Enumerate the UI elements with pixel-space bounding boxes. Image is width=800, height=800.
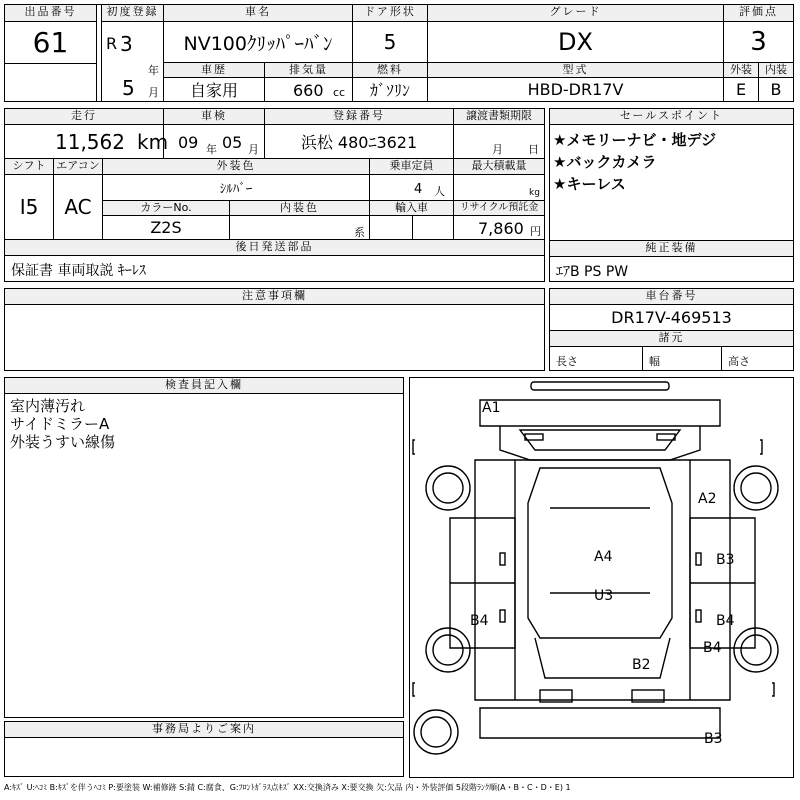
interior-header: 内装: [758, 62, 794, 78]
sales-point-3: ★キーレス: [553, 175, 626, 193]
color-no-value: Z2S: [102, 215, 230, 240]
notes-header: 注意事項欄: [4, 288, 545, 305]
recycle-cell: [453, 215, 545, 240]
door-header: ドア形状: [352, 4, 428, 22]
capacity-cell: [369, 174, 454, 201]
height-label: 高さ: [728, 355, 750, 368]
car-name-header: 車名: [163, 4, 353, 22]
inspection-cell: [163, 124, 265, 159]
displacement-value: 660: [293, 81, 324, 100]
car-name-value: NV100ｸﾘｯﾊﾟｰﾊﾞﾝ: [163, 21, 353, 63]
office-header: 事務局よりご案内: [4, 721, 404, 738]
width-label: 幅: [649, 355, 660, 368]
mileage-value: 11,562: [55, 130, 125, 154]
fuel-header: 燃料: [352, 62, 428, 78]
damage-interior: U3: [594, 588, 614, 604]
inspector-line-3: 外装うすい線傷: [10, 433, 116, 451]
damage-right-front-door: B3: [716, 552, 735, 568]
int-color-cell: [229, 215, 370, 240]
registration-month: 5: [122, 76, 135, 100]
lot-number-blank: [4, 63, 97, 102]
transfer-cell: [453, 124, 545, 159]
month-unit: 月: [148, 86, 159, 99]
import-header: 輸入車: [369, 200, 454, 216]
dims-header: 諸元: [549, 330, 794, 347]
plate-value: 浜松 480ﾆ3621: [264, 124, 454, 159]
sales-point-1: ★メモリーナビ・地デジ: [553, 131, 717, 149]
color-no-header: カラーNo.: [102, 200, 230, 216]
max-load-unit: kg: [529, 188, 540, 198]
vehicle-diagram-drawing: [410, 378, 795, 779]
mileage-unit: km: [137, 130, 169, 154]
damage-rear-roof: B2: [632, 657, 651, 673]
inspector-line-1: 室内薄汚れ: [10, 397, 86, 415]
damage-rear-bumper: B3: [704, 731, 723, 747]
displacement-unit: cc: [333, 86, 346, 99]
transfer-day-unit: 日: [528, 143, 539, 156]
sales-points-header: セールスポイント: [549, 108, 794, 125]
model-header: 型式: [427, 62, 724, 78]
damage-left-rear-door: B4: [470, 613, 489, 629]
capacity-header: 乗車定員: [369, 158, 454, 175]
later-parts-cell: [4, 255, 545, 282]
era-letter: R: [106, 34, 118, 53]
sales-point-2: ★バックカメラ: [553, 153, 657, 171]
equipment-header: 純正装備: [549, 240, 794, 257]
width-cell: [642, 346, 722, 371]
ac-header: エアコン: [53, 158, 103, 175]
transfer-header: 譲渡書類期限: [453, 108, 545, 125]
inspection-year: 09: [178, 133, 199, 152]
inspection-year-unit: 年: [206, 143, 217, 156]
height-cell: [721, 346, 794, 371]
damage-roof: A4: [594, 549, 613, 565]
history-header: 車歴: [163, 62, 265, 78]
registration-year: 3: [120, 32, 133, 56]
equipment-cell: [549, 256, 794, 282]
recycle-amount: 7,860: [478, 219, 524, 238]
inspection-month: 05: [222, 133, 243, 152]
sales-points-cell: [549, 124, 794, 241]
fuel-value: ｶﾞｿﾘﾝ: [352, 77, 428, 102]
inspector-header: 検査員記入欄: [4, 377, 404, 394]
model-value: HBD-DR17V: [427, 77, 724, 102]
plate-header: 登録番号: [264, 108, 454, 125]
chassis-number: DR17V-469513: [549, 304, 794, 331]
transfer-month-unit: 月: [492, 143, 503, 156]
int-color-header: 内装色: [229, 200, 370, 216]
damage-front-left: A1: [482, 400, 501, 416]
exterior-header: 外装: [723, 62, 759, 78]
shift-header: シフト: [4, 158, 54, 175]
import-divider: [412, 216, 413, 240]
mileage-cell: [4, 124, 169, 159]
later-parts-text: 保証書 車両取説 ｷｰﾚｽ: [11, 263, 146, 279]
damage-front-right: A2: [698, 491, 717, 507]
max-load-cell: [453, 174, 545, 201]
history-value: 自家用: [163, 77, 265, 102]
vehicle-diagram: [409, 377, 794, 778]
recycle-unit: 円: [530, 225, 541, 238]
chassis-header: 車台番号: [549, 288, 794, 305]
ac-value: AC: [53, 174, 103, 240]
ext-color-header: 外装色: [102, 158, 370, 175]
score-value: 3: [723, 21, 794, 63]
capacity-unit: 人: [434, 185, 445, 198]
later-parts-header: 後日発送部品: [4, 239, 545, 256]
legend-text: A:ｷｽﾞ U:ﾍｺﾐ B:ｷｽﾞを伴うﾍｺﾐ P:要塗装 W:補修跡 S:錆 C:腐食、G:ﾌﾛﾝﾄｶﾞﾗｽ点ｷｽﾞ XX:交換済み X:要交換 欠:欠品 内・外装評価 5段階ﾗﾝｸ順(A・B・C・D・E) 1: [4, 783, 571, 792]
year-unit: 年: [148, 64, 159, 77]
grade-header: グレード: [427, 4, 724, 22]
displacement-cell: [264, 77, 353, 102]
displacement-header: 排気量: [264, 62, 353, 78]
first-registration-cell: [101, 21, 164, 102]
lot-number-value: 61: [4, 21, 97, 64]
notes-body: [4, 304, 545, 371]
lot-number-header: 出品番号: [4, 4, 97, 22]
length-cell: [549, 346, 643, 371]
capacity-value: 4: [414, 182, 423, 197]
office-body: [4, 737, 404, 777]
exterior-grade: E: [723, 77, 759, 102]
inspector-body: [4, 393, 404, 718]
door-value: 5: [352, 21, 428, 63]
import-cell: [369, 215, 454, 240]
inspector-line-2: サイドミラーA: [10, 415, 110, 433]
length-label: 長さ: [556, 355, 578, 368]
damage-rear-quarter: B4: [703, 640, 722, 656]
first-registration-header: 初度登録: [101, 4, 164, 22]
shift-value: I5: [4, 174, 54, 240]
grade-value: DX: [427, 21, 724, 63]
ext-color-value: ｼﾙﾊﾞｰ: [102, 174, 370, 201]
damage-right-rear-door: B4: [716, 613, 735, 629]
score-header: 評価点: [723, 4, 794, 22]
mileage-header: 走行: [4, 108, 164, 125]
interior-grade: B: [758, 77, 794, 102]
equipment-text: ｴｱB PS PW: [556, 264, 629, 280]
inspection-header: 車検: [163, 108, 265, 125]
recycle-header: リサイクル預託金: [453, 200, 545, 216]
int-color-unit: 系: [354, 226, 365, 239]
inspection-month-unit: 月: [248, 143, 259, 156]
max-load-header: 最大積載量: [453, 158, 545, 175]
